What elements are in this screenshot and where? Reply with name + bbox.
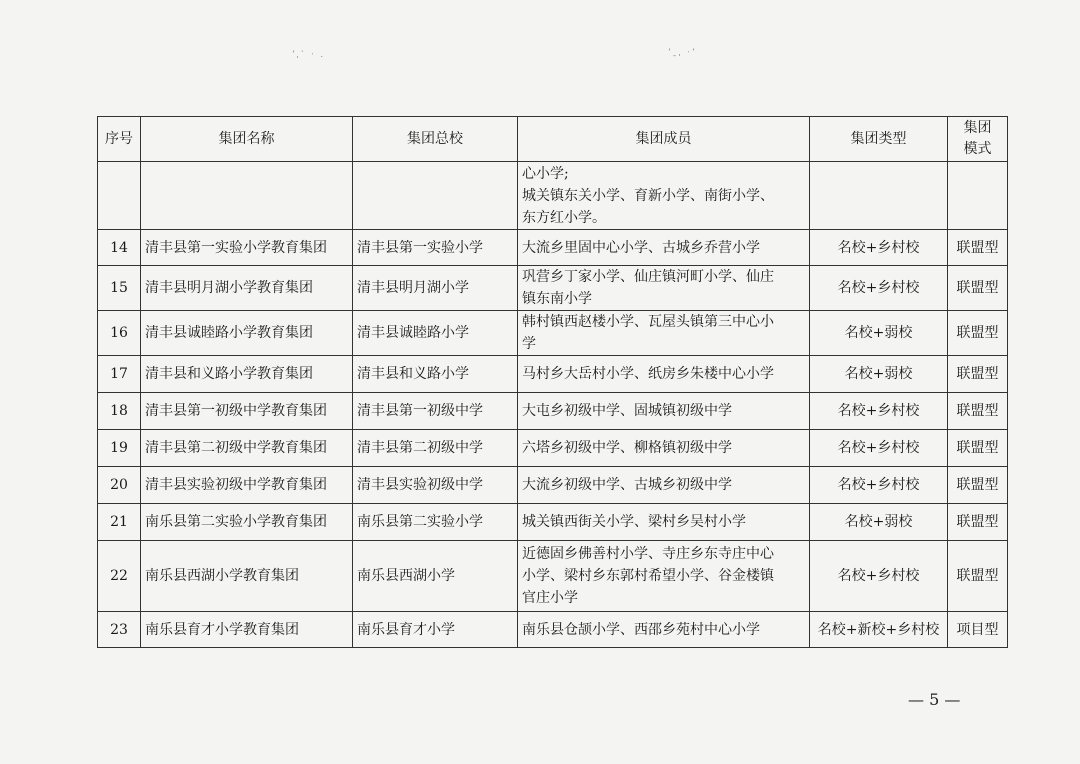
- table-row: [98, 393, 1008, 430]
- group-name: 清丰县第二初级中学教育集团: [141, 430, 353, 467]
- group-name: 清丰县明月湖小学教育集团: [141, 266, 353, 311]
- continuation-members: 心小学; 城关镇东关小学、育新小学、南街小学、 东方红小学。: [518, 162, 810, 230]
- table-row: [98, 266, 1008, 311]
- table-row: [98, 467, 1008, 504]
- lead-school: 清丰县明月湖小学: [353, 266, 518, 311]
- group-type: 名校+乡村校: [810, 430, 948, 467]
- lead-school: 南乐县西湖小学: [353, 541, 518, 612]
- table-row: [98, 356, 1008, 393]
- header-mode: 集团 模式: [948, 117, 1008, 162]
- row-number: 18: [98, 393, 141, 430]
- group-name: 清丰县第一实验小学教育集团: [141, 230, 353, 266]
- row-number: 16: [98, 311, 141, 356]
- header-lead-school: 集团总校: [353, 117, 518, 162]
- scan-mark: ʼˍˌ ˑʼ: [668, 48, 697, 57]
- group-type: 名校+弱校: [810, 356, 948, 393]
- group-members: 城关镇西街关小学、梁村乡吴村小学: [518, 504, 810, 541]
- table-row: [98, 612, 1008, 648]
- row-number: 22: [98, 541, 141, 612]
- table-row: [98, 430, 1008, 467]
- row-number: 21: [98, 504, 141, 541]
- table-header-row: [98, 117, 1008, 162]
- group-type: 名校+乡村校: [810, 541, 948, 612]
- group-type: 名校+乡村校: [810, 266, 948, 311]
- group-mode: 联盟型: [948, 541, 1008, 612]
- group-name: 南乐县西湖小学教育集团: [141, 541, 353, 612]
- group-type: 名校+弱校: [810, 504, 948, 541]
- lead-school: 清丰县第二初级中学: [353, 430, 518, 467]
- table-row: [98, 230, 1008, 266]
- group-members: 大流乡初级中学、古城乡初级中学: [518, 467, 810, 504]
- lead-school: 清丰县实验初级中学: [353, 467, 518, 504]
- group-mode: 联盟型: [948, 230, 1008, 266]
- row-number: 19: [98, 430, 141, 467]
- group-name: 清丰县和义路小学教育集团: [141, 356, 353, 393]
- group-name: 南乐县育才小学教育集团: [141, 612, 353, 648]
- group-mode: 联盟型: [948, 311, 1008, 356]
- table-row: [98, 311, 1008, 356]
- group-members: 马村乡大岳村小学、纸房乡朱楼中心小学: [518, 356, 810, 393]
- header-members: 集团成员: [518, 117, 810, 162]
- group-type: 名校+乡村校: [810, 393, 948, 430]
- group-name: 清丰县实验初级中学教育集团: [141, 467, 353, 504]
- group-members: 近德固乡佛善村小学、寺庄乡东寺庄中心 小学、梁村乡东郭村希望小学、谷金楼镇 官庄小学: [518, 541, 810, 612]
- lead-school: 清丰县第一实验小学: [353, 230, 518, 266]
- row-number: 23: [98, 612, 141, 648]
- group-mode: 联盟型: [948, 430, 1008, 467]
- group-members: 巩营乡丁家小学、仙庄镇河町小学、仙庄 镇东南小学: [518, 266, 810, 311]
- group-type: 名校+新校+乡村校: [810, 612, 948, 648]
- group-members: 南乐县仓颉小学、西邵乡苑村中心小学: [518, 612, 810, 648]
- school-group-table: [97, 116, 1008, 648]
- table-row: [98, 504, 1008, 541]
- group-mode: 联盟型: [948, 266, 1008, 311]
- header-type: 集团类型: [810, 117, 948, 162]
- group-name: 清丰县诚睦路小学教育集团: [141, 311, 353, 356]
- group-members: 韩村镇西赵楼小学、瓦屋头镇第三中心小 学: [518, 311, 810, 356]
- page-number: — 5 —: [908, 690, 961, 709]
- group-type: 名校+乡村校: [810, 467, 948, 504]
- group-mode: 联盟型: [948, 467, 1008, 504]
- group-name: 南乐县第二实验小学教育集团: [141, 504, 353, 541]
- scan-mark: ʼˌˋ ˑ .: [292, 50, 326, 59]
- group-members: 大屯乡初级中学、固城镇初级中学: [518, 393, 810, 430]
- row-number: 15: [98, 266, 141, 311]
- group-mode: 联盟型: [948, 393, 1008, 430]
- lead-school: 南乐县育才小学: [353, 612, 518, 648]
- group-type: 名校+弱校: [810, 311, 948, 356]
- group-mode: 联盟型: [948, 504, 1008, 541]
- lead-school: 清丰县诚睦路小学: [353, 311, 518, 356]
- group-mode: 项目型: [948, 612, 1008, 648]
- row-number: 20: [98, 467, 141, 504]
- row-number: 14: [98, 230, 141, 266]
- lead-school: 清丰县和义路小学: [353, 356, 518, 393]
- table-row: [98, 541, 1008, 612]
- group-members: 大流乡里固中心小学、古城乡乔营小学: [518, 230, 810, 266]
- header-no: 序号: [98, 117, 141, 162]
- group-members: 六塔乡初级中学、柳格镇初级中学: [518, 430, 810, 467]
- group-mode: 联盟型: [948, 356, 1008, 393]
- group-name: 清丰县第一初级中学教育集团: [141, 393, 353, 430]
- header-group-name: 集团名称: [141, 117, 353, 162]
- table-row: [98, 162, 1008, 230]
- group-type: 名校+乡村校: [810, 230, 948, 266]
- lead-school: 南乐县第二实验小学: [353, 504, 518, 541]
- lead-school: 清丰县第一初级中学: [353, 393, 518, 430]
- row-number: 17: [98, 356, 141, 393]
